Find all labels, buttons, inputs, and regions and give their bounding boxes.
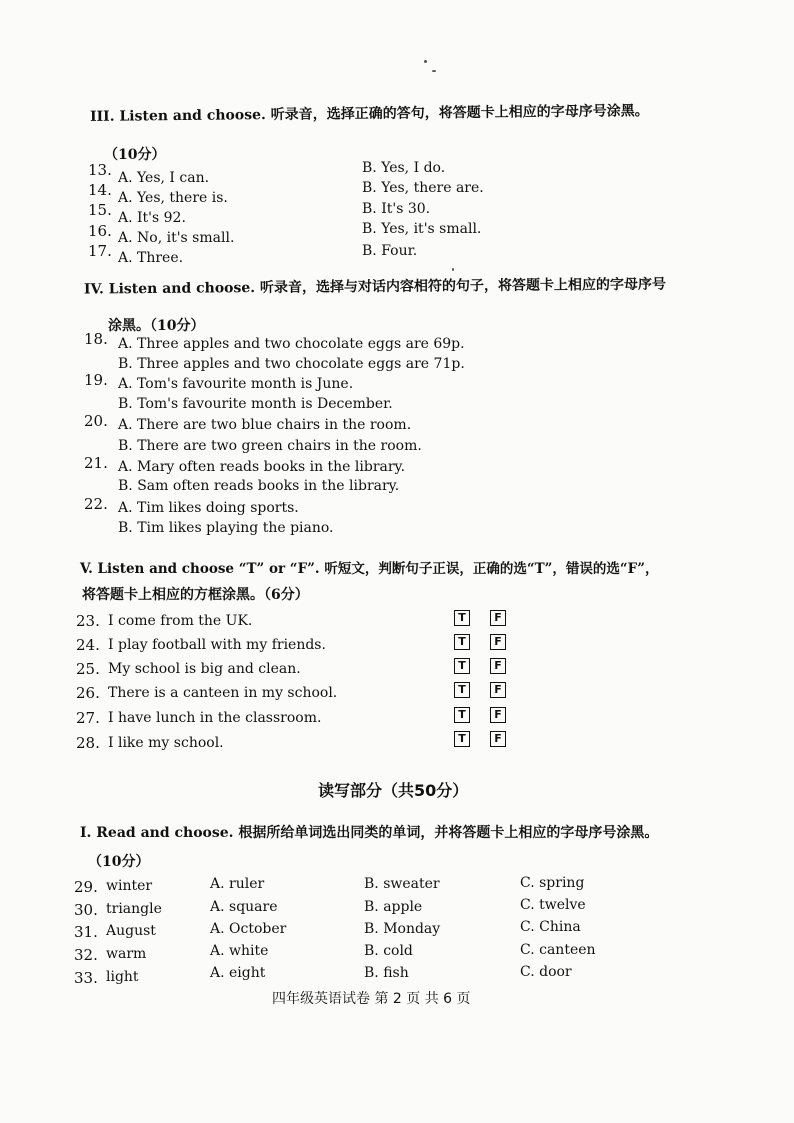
item-32-option-c: C. canteen	[520, 942, 596, 958]
item-19-option-b: B. Tom's favourite month is December.	[118, 396, 393, 412]
scan-speck	[424, 60, 427, 63]
item-16-number: 16.	[88, 222, 112, 240]
reading-1-score: （10分）	[88, 854, 150, 870]
item-14-number: 14.	[88, 181, 112, 199]
item-33-option-a: A. eight	[210, 965, 266, 981]
item-15-option-b: B. It's 30.	[362, 201, 431, 217]
item-24-number: 24.	[76, 636, 100, 654]
item-17-option-b: B. Four.	[362, 243, 418, 259]
item-18-option-b: B. Three apples and two chocolate eggs are 71p.	[118, 356, 465, 372]
item-13-option-a: A. Yes, I can.	[118, 170, 210, 186]
item-23-true-box[interactable]: T	[454, 610, 470, 626]
item-33-number: 33.	[74, 969, 98, 987]
item-14-option-b: B. Yes, there are.	[362, 180, 484, 196]
item-23-false-box[interactable]: F	[490, 610, 506, 626]
item-31-number: 31.	[74, 923, 98, 941]
item-17-option-a: A. Three.	[118, 250, 184, 266]
item-29-option-b: B. sweater	[364, 876, 440, 892]
item-29-option-a: A. ruler	[210, 876, 265, 892]
item-13-number: 13.	[88, 161, 112, 179]
section-4-title: IV. Listen and choose. 听录音，选择与对话内容相符的句子，将答题卡上相应的字母序号	[83, 276, 667, 298]
item-27-statement: I have lunch in the classroom.	[108, 710, 322, 726]
item-19-option-a: A. Tom's favourite month is June.	[118, 376, 354, 392]
item-22-option-b: B. Tim likes playing the piano.	[118, 520, 334, 536]
item-22-number: 22.	[84, 495, 108, 513]
item-17-number: 17.	[88, 242, 112, 260]
item-26-statement: There is a canteen in my school.	[108, 685, 338, 701]
item-21-option-a: A. Mary often reads books in the library.	[118, 459, 406, 475]
item-29-word: winter	[106, 878, 153, 894]
item-24-statement: I play football with my friends.	[108, 637, 326, 653]
item-31-word: August	[106, 923, 156, 939]
item-29-number: 29.	[74, 878, 98, 896]
item-26-number: 26.	[76, 684, 100, 702]
item-16-option-b: B. Yes, it's small.	[362, 221, 482, 237]
section-5-title-line2: 将答题卡上相应的方框涂黑。（6分）	[82, 587, 309, 603]
section-4-title-line2: 涂黑。（10分）	[108, 318, 205, 334]
page-footer: 四年级英语试卷 第 2 页 共 6 页	[272, 991, 471, 1007]
item-24-false-box[interactable]: F	[490, 634, 506, 650]
item-23-statement: I come from the UK.	[108, 613, 253, 629]
item-28-number: 28.	[76, 734, 100, 752]
item-24-true-box[interactable]: T	[454, 634, 470, 650]
scan-speck	[452, 268, 454, 271]
item-20-option-b: B. There are two green chairs in the room.	[118, 438, 422, 454]
item-31-option-c: C. China	[520, 919, 581, 935]
reading-writing-part-title: 读写部分（共50分）	[318, 781, 469, 800]
item-21-option-b: B. Sam often reads books in the library.	[118, 478, 400, 494]
item-30-number: 30.	[74, 901, 98, 919]
item-30-option-a: A. square	[210, 899, 278, 915]
item-30-option-c: C. twelve	[520, 897, 586, 913]
item-32-option-b: B. cold	[364, 943, 413, 959]
item-25-number: 25.	[76, 660, 100, 678]
item-32-number: 32.	[74, 946, 98, 964]
item-27-number: 27.	[76, 709, 100, 727]
section-5-title: V. Listen and choose “T” or “F”. 听短文，判断句子正误，正确的选“T”，错误的选“F”，	[80, 561, 659, 577]
item-26-true-box[interactable]: T	[454, 682, 470, 698]
item-31-option-a: A. October	[210, 921, 287, 937]
item-25-statement: My school is big and clean.	[108, 661, 301, 677]
item-31-option-b: B. Monday	[364, 921, 441, 937]
scan-speck	[432, 70, 436, 72]
item-27-true-box[interactable]: T	[454, 707, 470, 723]
section-3-score: （10分）	[104, 147, 166, 163]
section-3-title: III. Listen and choose. 听录音，选择正确的答句，将答题卡上相应的字母序号涂黑。	[89, 103, 649, 125]
item-22-option-a: A. Tim likes doing sports.	[118, 500, 299, 516]
item-20-option-a: A. There are two blue chairs in the room.	[118, 417, 412, 433]
item-32-word: warm	[106, 946, 147, 962]
item-33-option-c: C. door	[520, 964, 572, 980]
item-15-number: 15.	[88, 201, 112, 219]
item-33-option-b: B. fish	[364, 965, 409, 981]
item-13-option-b: B. Yes, I do.	[362, 160, 446, 176]
item-23-number: 23.	[76, 612, 100, 630]
reading-1-title: I. Read and choose. 根据所给单词选出同类的单词，并将答题卡上相应的字母序号涂黑。	[80, 825, 659, 841]
item-33-word: light	[106, 969, 139, 985]
item-16-option-a: A. No, it's small.	[118, 230, 235, 246]
item-27-false-box[interactable]: F	[490, 707, 506, 723]
item-25-true-box[interactable]: T	[454, 658, 470, 674]
item-28-true-box[interactable]: T	[454, 731, 470, 747]
item-32-option-a: A. white	[210, 943, 269, 959]
item-20-number: 20.	[84, 412, 108, 430]
item-26-false-box[interactable]: F	[490, 682, 506, 698]
item-19-number: 19.	[84, 371, 108, 389]
item-29-option-c: C. spring	[520, 875, 585, 891]
item-14-option-a: A. Yes, there is.	[118, 190, 228, 206]
item-28-false-box[interactable]: F	[490, 731, 506, 747]
item-18-number: 18.	[84, 330, 108, 348]
item-15-option-a: A. It's 92.	[118, 210, 186, 226]
item-30-option-b: B. apple	[364, 899, 423, 915]
item-21-number: 21.	[84, 454, 108, 472]
item-18-option-a: A. Three apples and two chocolate eggs are 69p.	[118, 336, 465, 352]
item-25-false-box[interactable]: F	[490, 658, 506, 674]
item-30-word: triangle	[106, 901, 162, 917]
item-28-statement: I like my school.	[108, 735, 224, 751]
